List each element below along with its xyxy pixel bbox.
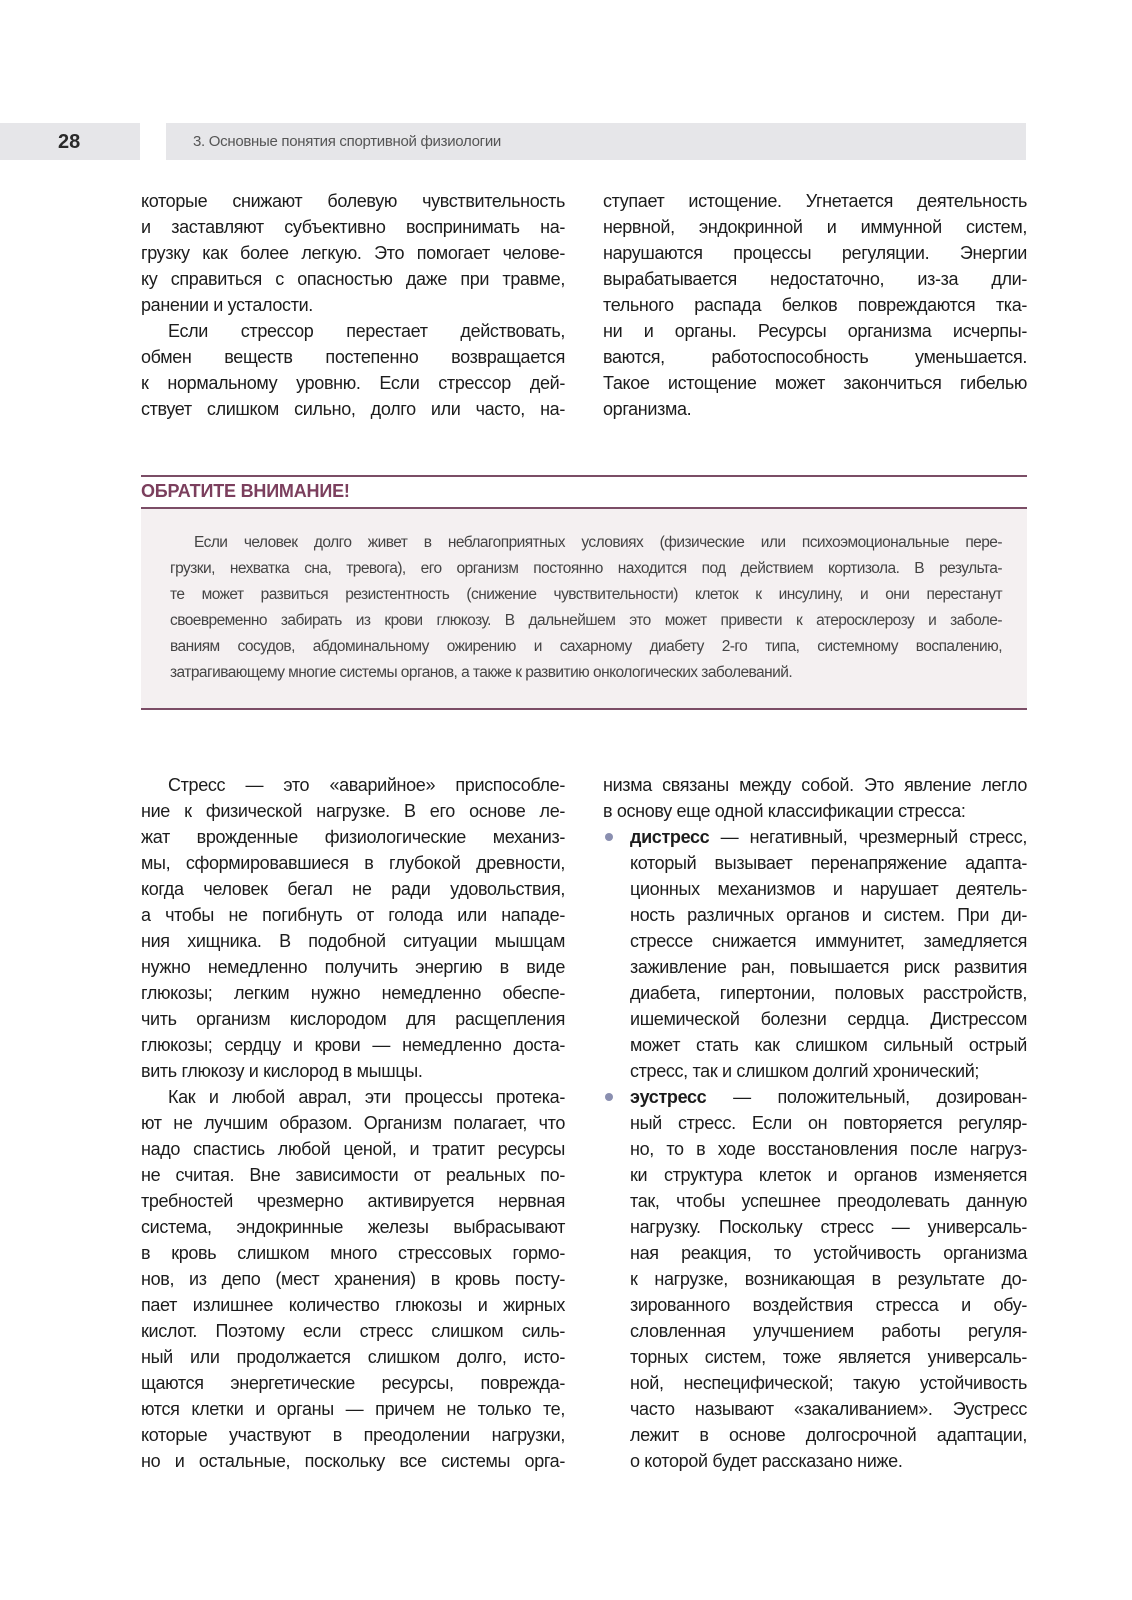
text-line: не считая. Вне зависимости от реальных по- (141, 1165, 565, 1185)
text-line: требностей чрезмерно активируется нервная (141, 1191, 565, 1211)
text-line: ния хищника. В подобной ситуации мышцам (141, 931, 565, 951)
text-line: нов, из депо (мест хранения) в кровь посту- (141, 1269, 565, 1289)
term-eustress: эустресс (630, 1087, 707, 1107)
text-line: глюкозы; легким нужно немедленно обеспе- (141, 983, 565, 1003)
text-line: к нагрузке, возникающая в результате до- (630, 1269, 1027, 1289)
text-line: зированного воздействия стресса и обу- (630, 1295, 1027, 1315)
text-line: мы, сформировавшиеся в глубокой древности, (141, 853, 565, 873)
text-line: Такое истощение может закончиться гибелью (603, 373, 1027, 393)
text-line: нагрузку. Поскольку стресс — универсаль- (630, 1217, 1027, 1237)
text-line: ют не лучшим образом. Организм полагает, что (141, 1113, 565, 1133)
text-line: низма связаны между собой. Это явление легло (603, 775, 1027, 795)
text-line: Если стрессор перестает действовать, (168, 321, 565, 341)
text-line: ционных механизмов и нарушает деятель- (630, 879, 1027, 899)
text-line: ются клетки и органы — причем не только те, (141, 1399, 565, 1419)
text-line: но и остальные, поскольку все системы орга- (141, 1451, 565, 1471)
bullet-icon (605, 1093, 613, 1101)
text-line: может стать как слишком сильный острый (630, 1035, 1027, 1055)
text-line: обмен веществ постепенно возвращается (141, 347, 565, 367)
text-line: ни и органы. Ресурсы организма исчерпы- (603, 321, 1027, 341)
text-line: и заставляют субъективно воспринимать на- (141, 217, 565, 237)
page-number: 28 (58, 131, 81, 153)
text-line: ный стресс. Если он повторяется регуляр- (630, 1113, 1027, 1133)
text-line (630, 824, 1027, 850)
top-right-column (603, 188, 1027, 422)
list-item-eustress (603, 1084, 1027, 1474)
text-line: лежит в основе долгосрочной адаптации, (630, 1425, 1027, 1445)
text-line: Как и любой аврал, эти процессы протека- (168, 1087, 565, 1107)
text-line: пает излишнее количество глюкозы и жирных (141, 1295, 565, 1315)
text-line: нарушаются процессы регуляции. Энергии (603, 243, 1027, 263)
text-line: ние к физической нагрузке. В его основе ле- (141, 801, 565, 821)
text-line: ная реакция, то устойчивость организма (630, 1243, 1027, 1263)
text-line: словленная улучшением работы регуля- (630, 1321, 1027, 1341)
text-line: ваются, работоспособность уменьшается. (603, 347, 1027, 367)
text-line: нервной, эндокринной и иммунной систем, (603, 217, 1027, 237)
text-line: ки структура клеток и органов изменяется (630, 1165, 1027, 1185)
text-line: надо спастись любой ценой, и тратит ресурсы (141, 1139, 565, 1159)
text-line: вырабатывается недостаточно, из-за дли- (603, 269, 1027, 289)
text-line: стресс, так и слишком долгий хронический; (630, 1061, 980, 1081)
text-line: чить организм кислородом для расщепления (141, 1009, 565, 1029)
callout-title: ОБРАТИТЕ ВНИМАНИЕ! (141, 481, 350, 501)
text-line: в основу еще одной классификации стресса: (603, 801, 966, 821)
text-line: глюкозы; сердцу и крови — немедленно доста- (141, 1035, 565, 1055)
text-line: в кровь слишком много стрессовых гормо- (141, 1243, 565, 1263)
paragraph (141, 318, 565, 422)
text-line: грузки, нехватка сна, тревога), его организм постоянно находится под действием кортизола. В результа- (170, 560, 1002, 577)
text-line: ность различных органов и систем. При ди- (630, 905, 1027, 925)
paragraph (141, 1084, 565, 1474)
text-line: торных систем, тоже является универсаль- (630, 1347, 1027, 1367)
paragraph (603, 188, 1027, 422)
text-line: так, чтобы успешнее преодолевать данную (630, 1191, 1027, 1211)
text-line: затрагивающему многие системы органов, а также к развитию онкологических заболеваний. (170, 664, 793, 681)
text-line: организма. (603, 399, 692, 419)
text-line: стрессе снижается иммунитет, замедляется (630, 931, 1027, 951)
text-line: ваниям сосудов, абдоминальному ожирению и сахарному диабету 2-го типа, системному воспалению, (170, 638, 1002, 655)
text-line: диабета, гипертонии, половых расстройств, (630, 983, 1027, 1003)
text-line: ный или продолжается слишком долго, исто- (141, 1347, 565, 1367)
text-line: ку справиться с опасностью даже при травме, (141, 269, 565, 289)
text-line: жат врожденные физиологические механиз- (141, 827, 565, 847)
text-line: но, то в ходе восстановления после нагруз- (630, 1139, 1027, 1159)
text-line: нужно немедленно получить энергию в виде (141, 957, 565, 977)
text-line: которые участвуют в преодолении нагрузки, (141, 1425, 565, 1445)
text-line: который вызывает перенапряжение адапта- (630, 853, 1027, 873)
bottom-right-column (603, 772, 1027, 1474)
callout-bottom-rule (141, 708, 1027, 710)
callout-text (170, 530, 1002, 686)
text-line (630, 1084, 1027, 1110)
paragraph (141, 772, 565, 1084)
text-line: Если человек долго живет в неблагоприятных условиях (физические или психоэмоциональные пере- (194, 534, 1002, 551)
text-line: часто называют «закаливанием». Эустресс (630, 1399, 1027, 1419)
paragraph (603, 772, 1027, 824)
text-line: вить глюкозу и кислород в мышцы. (141, 1061, 423, 1081)
text-line: когда человек бегал не ради удовольствия, (141, 879, 565, 899)
text-line: которые снижают болевую чувствительность (141, 191, 565, 211)
text-line: щаются энергетические ресурсы, поврежда- (141, 1373, 565, 1393)
text-line: а чтобы не погибнуть от голода или нападе- (141, 905, 565, 925)
running-header: 3. Основные понятия спортивной физиологии (193, 133, 501, 150)
top-left-column (141, 188, 565, 422)
text-line: кислот. Поэтому если стресс слишком силь- (141, 1321, 565, 1341)
text-line: тельного распада белков повреждаются тка- (603, 295, 1027, 315)
text-line: ступает истощение. Угнетается деятельность (603, 191, 1027, 211)
text-line: те может развиться резистентность (снижение чувствительности) клеток к инсулину, и они перестанут (170, 586, 1002, 603)
term-distress: дистресс (630, 827, 710, 847)
text-line: своевременно забирать из крови глюкозу. В дальнейшем это может привести к атеросклерозу и заболе- (170, 612, 1002, 629)
list-item-distress (603, 824, 1027, 1084)
text-fragment: — негативный, чрезмерный стресс, (709, 827, 1027, 847)
bottom-left-column (141, 772, 565, 1474)
text-line: ишемической болезни сердца. Дистрессом (630, 1009, 1027, 1029)
paragraph (141, 188, 565, 318)
text-line: о которой будет рассказано ниже. (630, 1451, 903, 1471)
text-fragment: — положительный, дозирован- (706, 1087, 1027, 1107)
text-line: к нормальному уровню. Если стрессор дей- (141, 373, 565, 393)
text-line: ной, неспецифической; такую устойчивость (630, 1373, 1027, 1393)
text-line: ранении и усталости. (141, 295, 313, 315)
callout-top-rule (141, 475, 1027, 477)
text-line: Стресс — это «аварийное» приспособле- (168, 775, 565, 795)
text-line: заживление ран, повышается риск развития (630, 957, 1027, 977)
bullet-icon (605, 833, 613, 841)
text-line: грузку как более легкую. Это помогает челове- (141, 243, 565, 263)
text-line: ствует слишком сильно, долго или часто, на- (141, 399, 565, 419)
text-line: система, эндокринные железы выбрасывают (141, 1217, 565, 1237)
